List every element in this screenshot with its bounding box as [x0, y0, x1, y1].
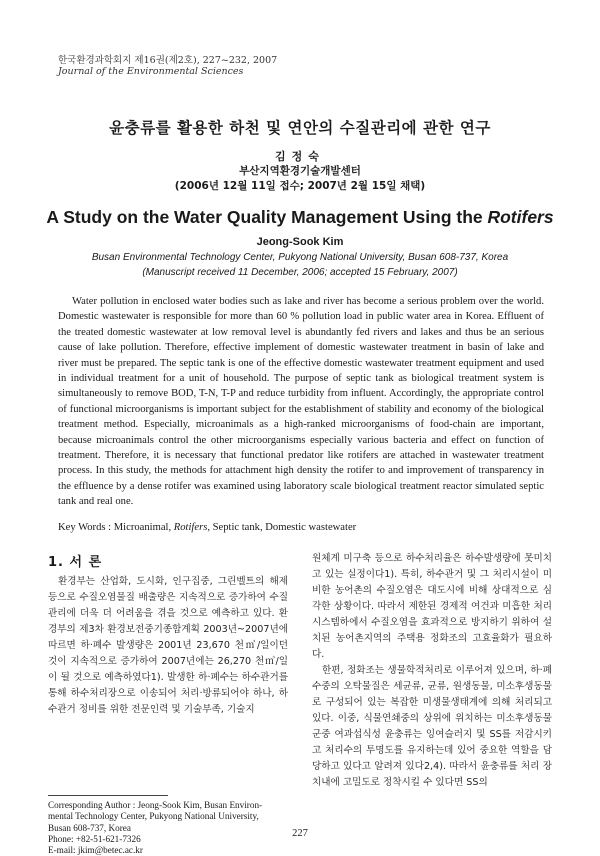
journal-name: Journal of the Environmental Sciences — [58, 66, 244, 77]
keywords-part2: , Septic tank, Domestic wastewater — [207, 522, 357, 533]
keywords-part1: Microanimal, — [113, 522, 174, 533]
footnote-divider — [48, 795, 168, 796]
keywords — [58, 522, 548, 533]
english-title-main: A Study on the Water Quality Management Using the — [46, 207, 488, 227]
left-column — [48, 551, 288, 718]
journal-citation: 한국환경과학회지 제16권(제2호), 227~232, 2007 — [58, 55, 278, 66]
page-number: 227 — [292, 828, 308, 839]
english-affiliation: Busan Environmental Technology Center, Pukyong National University, Busan 608-737, Korea — [91, 252, 509, 263]
korean-title: 윤충류를 활용한 하천 및 연안의 수질관리에 관한 연구 — [109, 119, 491, 137]
intro-paragraph-3: 한편, 정화조는 생물학적처리로 이루어져 있으며, 하·폐수중의 오탁물질은 세균류, 균류, 원생동물, 미소후생동물로 구성되어 있는 복잡한 미생물생태계에 의해 처리되고 있다. 이중, 식물연쇄중의 상위에 위치하는 미소후생동물군중 여과섭식성 윤충류는 잉여슬러지 및 SS를 저감시키고 처리수의 투명도를 유지하는데 있어 중요한 역할을 담당하고 있다고 알려져 있다2,4). 따라서 윤충류를 처리 장치내에 고밀도로 정착시킬 수 있다면 SS의 — [312, 665, 552, 788]
corresponding-line-2: mental Technology Center, Pukyong National University, — [48, 811, 259, 822]
korean-affiliation: 부산지역환경기술개발센터 — [239, 165, 361, 177]
intro-paragraph-1: 환경부는 산업화, 도시화, 인구집중, 그린벨트의 해제 등으로 수질오염물질 배출량은 지속적으로 증가하여 수질관리에 더욱 더 어려움을 겪을 것으로 예측하고 있다. 환경부의 제3차 환경보전중기종합계획 2003년~2007년에 따르면 하·폐수 발생량은 2001년 23,670 천㎥/일이던 것이 지속적으로 증가하여 2007년에는 26,270 천㎥/일이 될 것으로 예측하였다1). 발생한 하·폐수는 하수관거를 통해 하수처리장으로 이송되어 처리·방류되어야 하나, 하수관거 정비를 위한 전문인력 및 기술부족, 기술지 — [48, 576, 288, 715]
section-heading: 1. 서 론 — [48, 555, 103, 570]
right-column — [312, 551, 552, 791]
english-title-italic: Rotifers — [487, 207, 554, 227]
korean-dates: (2006년 12월 11일 접수; 2007년 2월 15일 채택) — [174, 180, 426, 192]
corresponding-line-3: Busan 608-737, Korea — [48, 822, 131, 833]
corresponding-phone: Phone: +82-51-621-7326 — [48, 833, 141, 844]
keywords-italic: Rotifers — [173, 522, 208, 533]
intro-paragraph-2: 원체계 미구축 등으로 하수처리율은 하수발생량에 못미치고 있는 실정이다1). 특히, 하수관거 및 그 처리시설이 미비한 농어촌의 수질오염은 대도시에 비해 상대적으로 심각한 상황이다. 따라서 제한된 경제적 여건과 미흡한 처리시스템하에서 수질오염을 효과적으로 방지하기 위하여 설치된 농어촌지역의 주택용 정화조의 고효율화가 필요하다. — [312, 553, 552, 660]
abstract: Water pollution in enclosed water bodies such as lake and river has become a serious problem over the world. Domestic wastewater is responsible for more than 60 % pollution load in public water area in Korea. Effluent of the treated domestic wastewater at low removal level is abundantly fed rivers and lakes and thus be an serious cause of lake pollution. Therefore, effective implement of domestic wastewater treatment in basin of lake and river must be prepared. The septic tank is one of the effective domestic wastewater treatment equipment and used in individual treatment for a unit of household. The purpose of septic tank as biological treatment system is simultaneously to remove BOD, T-N, T-P and reduce turbidity from influent. Accordingly, the appropriate control of functional microorganisms is important subject for the establishment of stability and economy of the biological treatment method. Especially, microanimals as a high-ranked microorganisms of food-chain are important, because microanimals control the other microorganisms especially various bacteria and effect on function of treatment. Therefore, it is necessary that functional predator like rotifers are attached in wastewater treatment process. In this study, the methods for attachment high density the rotifer to and improvement of transparency in the effluence by a dense rotifer was examined using laboratory scale biological treatment reactor simulated septic tank and real one. — [58, 296, 544, 508]
corresponding-email: E-mail: jkim@betec.ac.kr — [48, 845, 143, 856]
corresponding-line-1: Corresponding Author : Jeong-Sook Kim, Busan Environ- — [48, 800, 263, 810]
english-title — [0, 207, 600, 228]
keywords-label: Key Words : — [58, 522, 114, 533]
english-author: Jeong-Sook Kim — [256, 236, 344, 248]
korean-author: 김정숙 — [275, 150, 325, 163]
english-received-dates: (Manuscript received 11 December, 2006; accepted 15 February, 2007) — [142, 267, 458, 278]
